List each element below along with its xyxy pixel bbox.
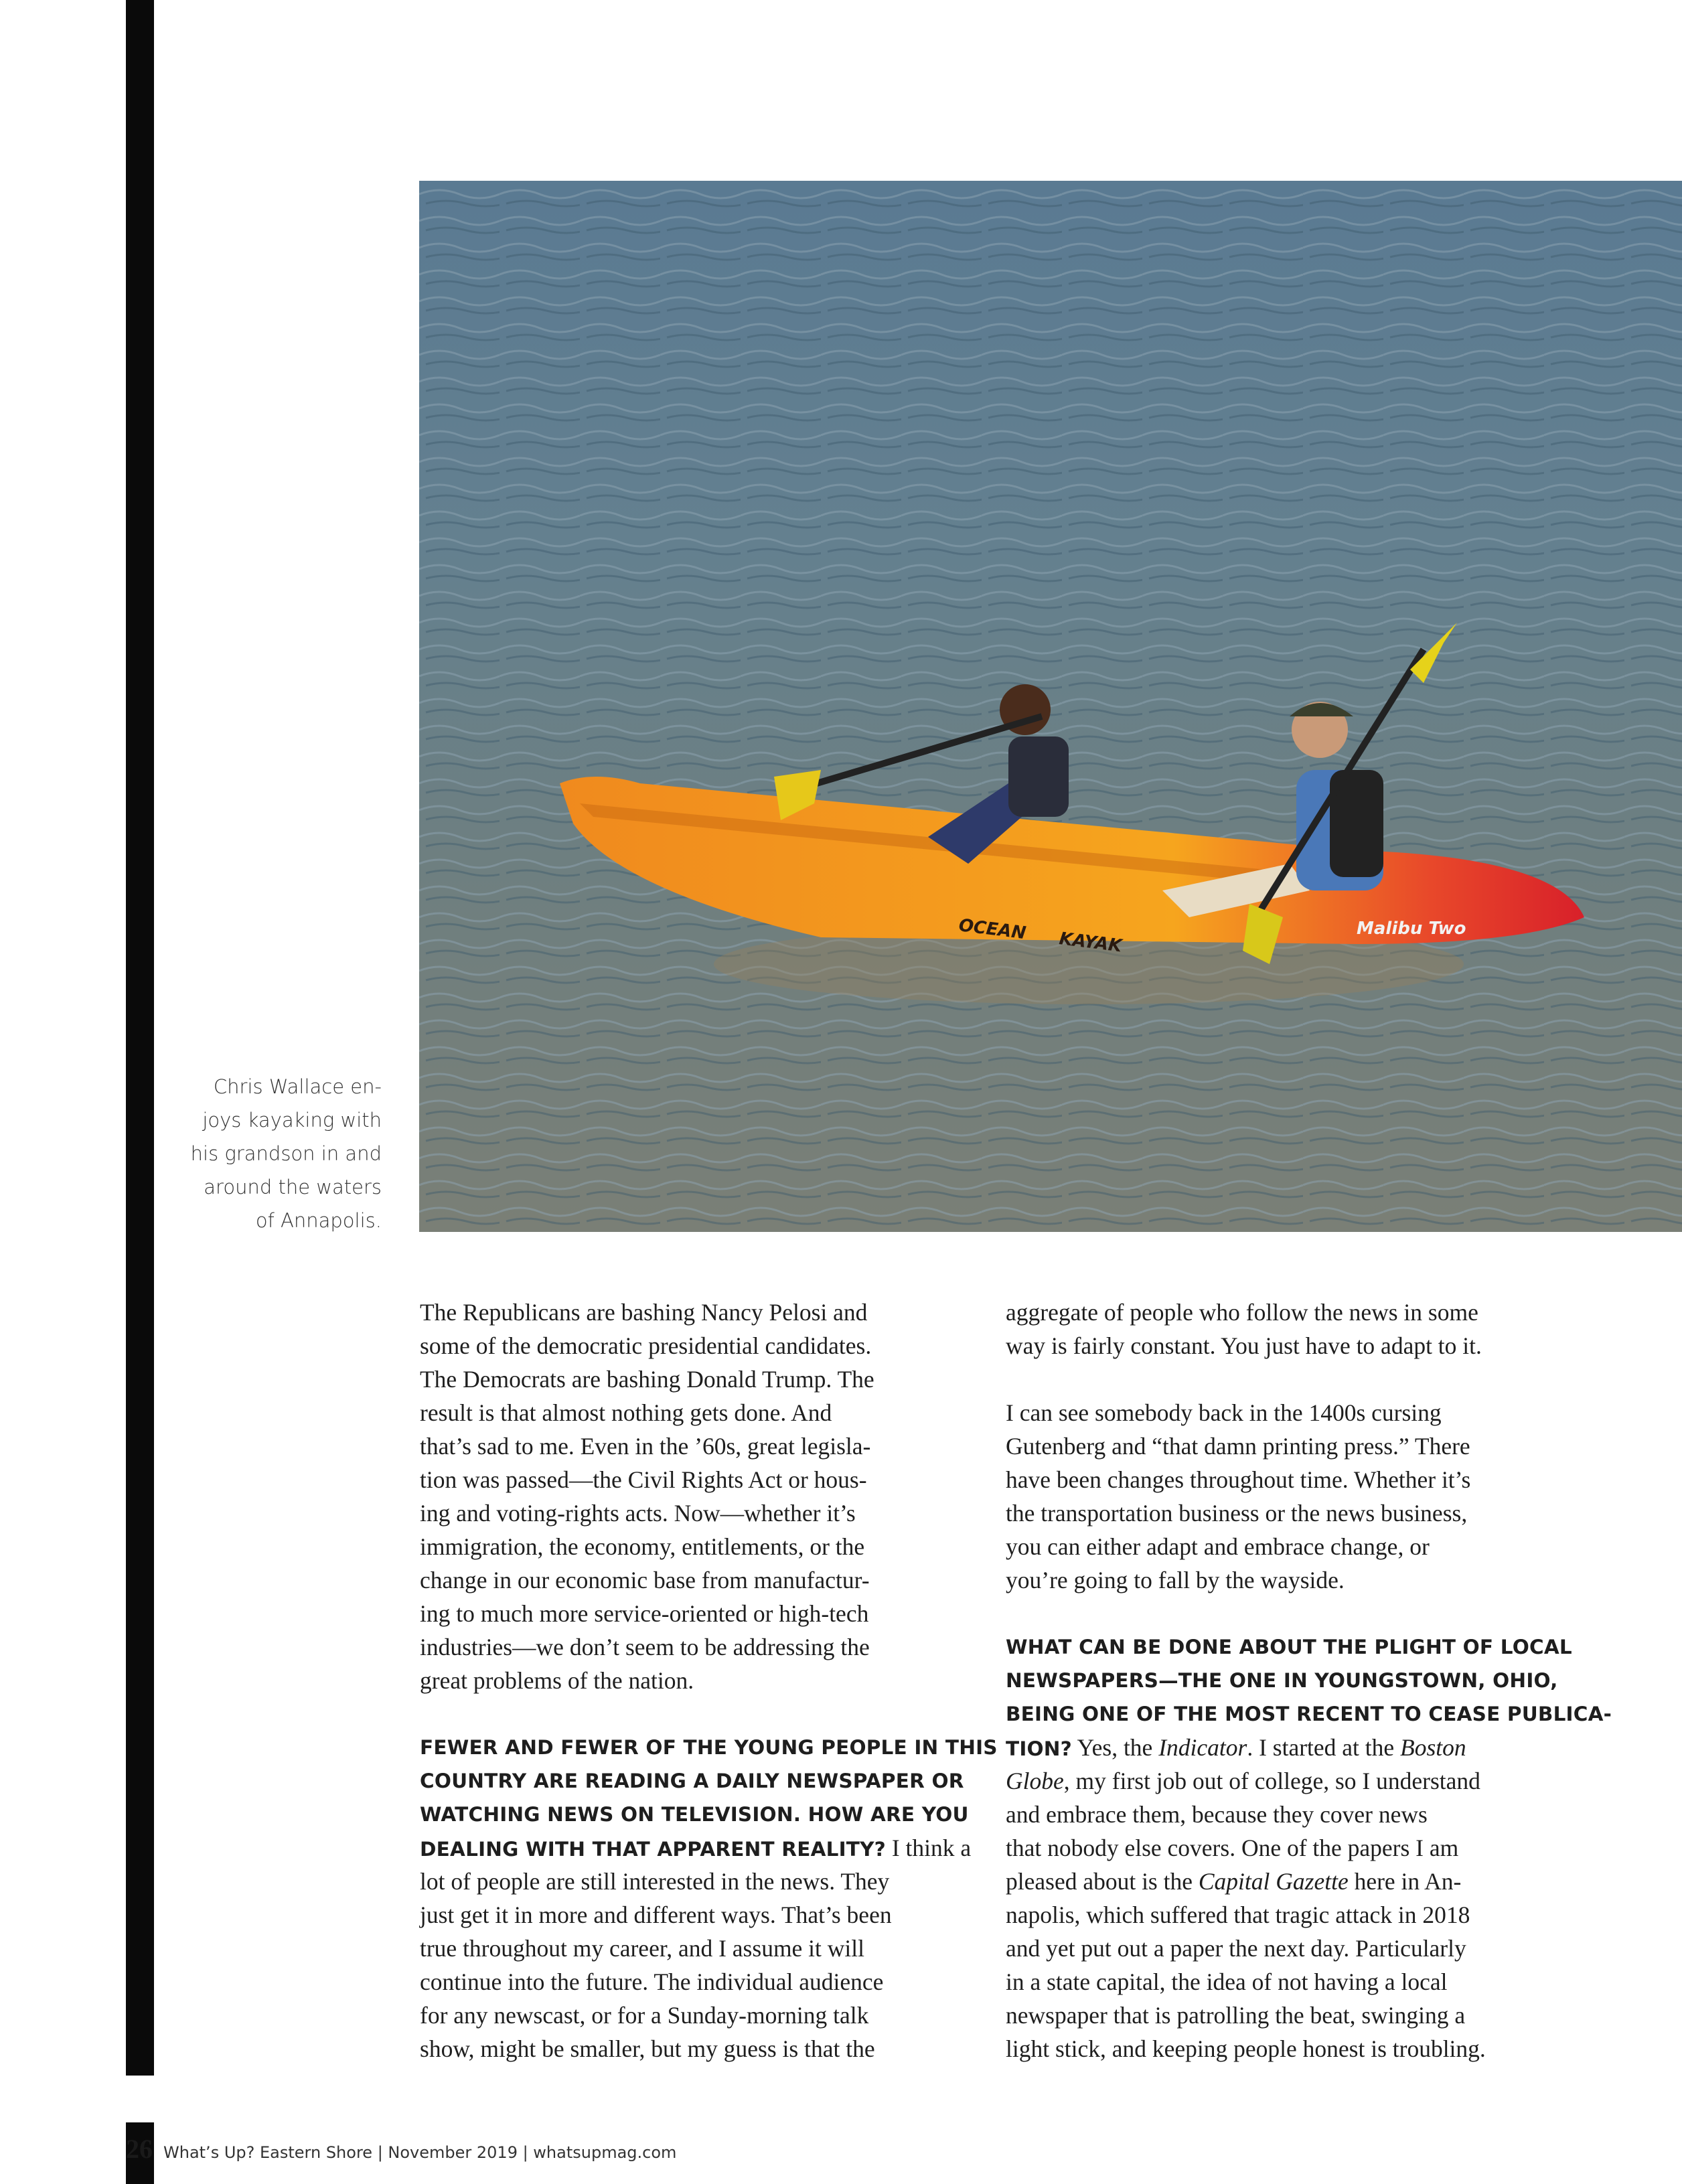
body-line: aggregate of people who follow the news in some [1006,1299,1478,1326]
answer-text: Yes, the [1071,1734,1159,1761]
body-line: continue into the future. The individual audience [420,1968,884,1995]
body-line: great problems of the nation. [420,1667,694,1694]
page-number: 26 [126,2134,153,2164]
answer-text: here in An- [1348,1868,1462,1895]
body-line: just get it in more and different ways. That’s been [420,1901,892,1928]
kayak-photo [419,181,1682,1232]
question-line: COUNTRY ARE READING A DAILY NEWSPAPER OR [420,1770,964,1792]
body-line: result is that almost nothing gets done. And [420,1399,832,1426]
body-line: immigration, the economy, entitlements, or the [420,1533,865,1560]
body-line: that’s sad to me. Even in the ’60s, great legisla- [420,1433,871,1460]
body-line: newspaper that is patrolling the beat, swinging a [1006,2002,1466,2029]
body-line: true throughout my career, and I assume it will [420,1935,865,1962]
answer-text: , my first job out of college, so I understand [1063,1768,1480,1794]
answer-text: . I started at the [1247,1734,1401,1761]
body-line: light stick, and keeping people honest is troubling. [1006,2035,1486,2062]
question-line: DEALING WITH THAT APPARENT REALITY? [420,1838,886,1861]
body-line: you’re going to fall by the wayside. [1006,1567,1345,1593]
article-column-2 [1006,1296,1612,2065]
body-line: I can see somebody back in the 1400s cursing [1006,1399,1442,1426]
kayak-brand-suffix-text: KAYAK [1058,929,1124,957]
answer-start: I think a [885,1835,972,1861]
body-line: change in our economic base from manufactur- [420,1567,870,1593]
question-line: WATCHING NEWS ON TELEVISION. HOW ARE YOU [420,1803,969,1826]
body-line: napolis, which suffered that tragic attack in 2018 [1006,1901,1470,1928]
body-line: have been changes throughout time. Whether it’s [1006,1466,1471,1493]
caption-line: of Annapolis. [255,1209,382,1232]
body-line: ing and voting-rights acts. Now—whether it’s [420,1500,856,1527]
body-line: industries—we don’t seem to be addressing the [420,1634,870,1660]
publication-name: Indicator [1158,1734,1247,1761]
body-line: way is fairly constant. You just have to adapt to it. [1006,1332,1482,1359]
body-line: The Republicans are bashing Nancy Pelosi and [420,1299,868,1326]
body-line: ing to much more service-oriented or high-tech [420,1600,869,1627]
body-line: and embrace them, because they cover news [1006,1801,1428,1828]
body-line: Gutenberg and “that damn printing press.” There [1006,1433,1470,1460]
body-line: tion was passed—the Civil Rights Act or hous- [420,1466,867,1493]
page-footer [126,2133,676,2167]
footer-publication-info: What’s Up? Eastern Shore | November 2019 | whatsupmag.com [163,2143,677,2162]
body-line: The Democrats are bashing Donald Trump. The [420,1366,874,1393]
caption-line: joys kayaking with [202,1109,382,1132]
body-line: in a state capital, the idea of not having a local [1006,1968,1448,1995]
caption-line: around the waters [204,1176,382,1198]
article-column-1 [420,1296,998,2065]
kayak-model-text: Malibu Two [1357,919,1466,939]
question-line: BEING ONE OF THE MOST RECENT TO CEASE PUBLICA- [1006,1703,1612,1725]
kayak-brand-text: OCEAN [958,915,1027,944]
answer-text: pleased about is the [1006,1868,1199,1895]
publication-name: Globe [1006,1768,1064,1794]
body-line: the transportation business or the news business, [1006,1500,1468,1527]
body-line: that nobody else covers. One of the papers I am [1006,1835,1459,1861]
body-line: some of the democratic presidential candidates. [420,1332,872,1359]
body-line: and yet put out a paper the next day. Particularly [1006,1935,1466,1962]
body-line: for any newscast, or for a Sunday-morning talk [420,2002,869,2029]
question-line: FEWER AND FEWER OF THE YOUNG PEOPLE IN THIS [420,1736,998,1759]
body-line: lot of people are still interested in the news. They [420,1868,890,1895]
body-line: show, might be smaller, but my guess is that the [420,2035,875,2062]
caption-line: his grandson in and [190,1142,382,1165]
publication-name: Capital Gazette [1198,1868,1349,1895]
publication-name: Boston [1400,1734,1466,1761]
photo-caption [161,1070,382,1237]
left-edge-bar [126,0,154,2076]
question-line: TION? [1006,1737,1072,1760]
body-line: you can either adapt and embrace change, or [1006,1533,1430,1560]
question-line: NEWSPAPERS—THE ONE IN YOUNGSTOWN, OHIO, [1006,1669,1558,1692]
question-line: WHAT CAN BE DONE ABOUT THE PLIGHT OF LOCAL [1006,1636,1572,1658]
caption-line: Chris Wallace en- [213,1075,382,1098]
